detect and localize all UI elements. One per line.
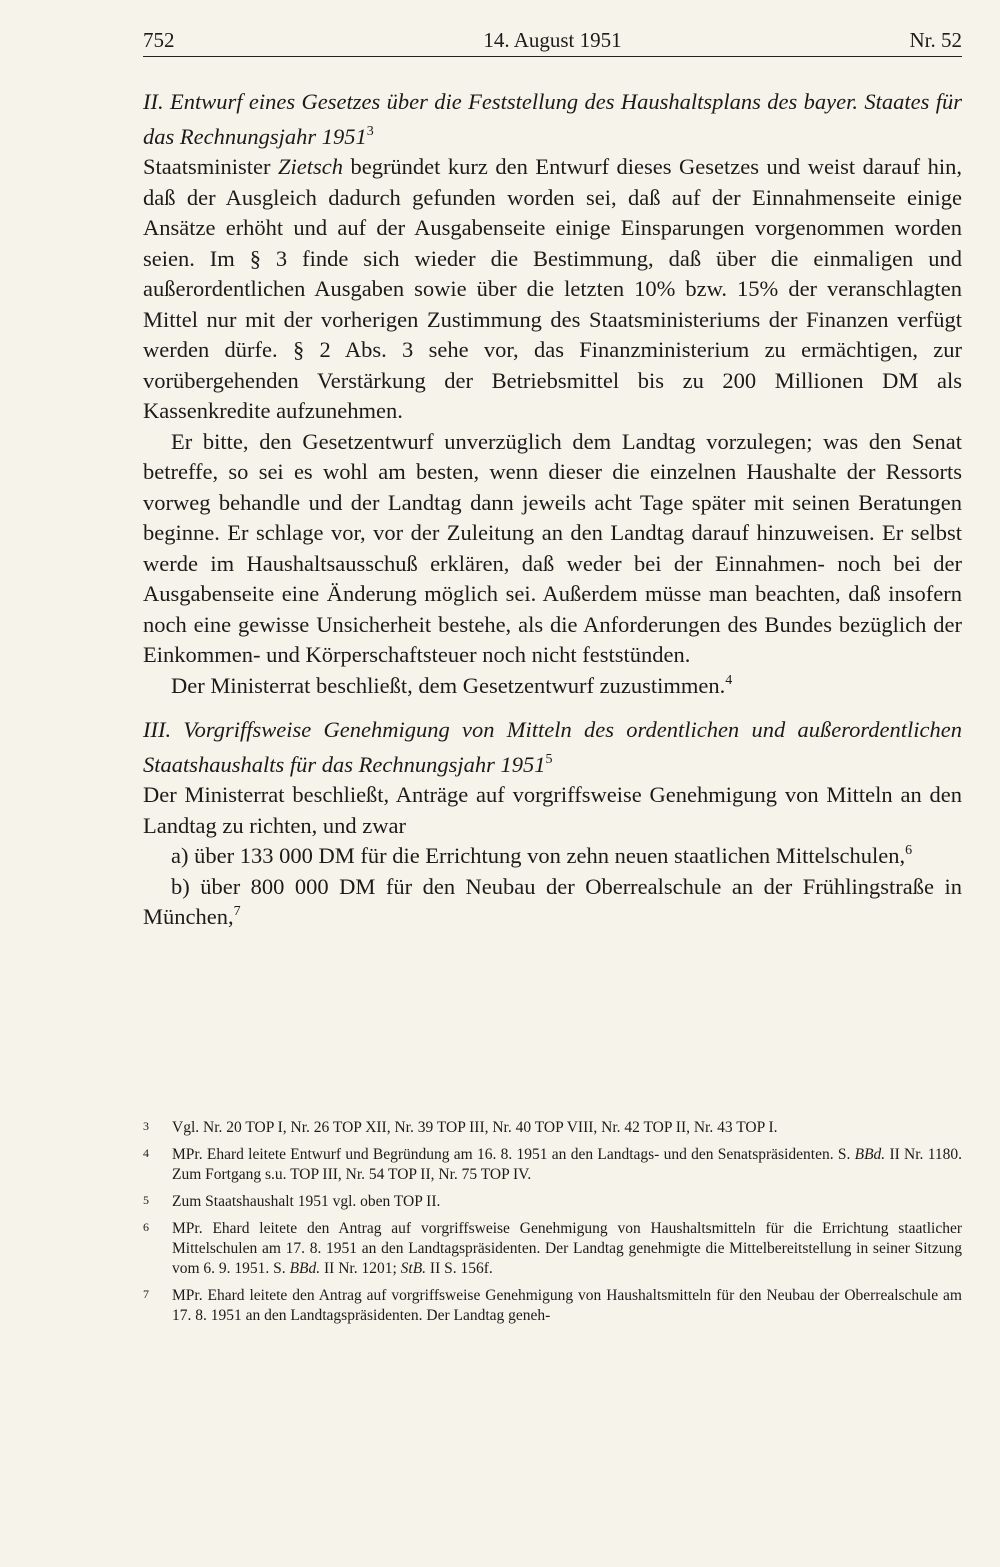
citation-abbrev: BBd.	[289, 1260, 321, 1277]
paragraph-text: begründet kurz den Entwurf dieses Gesetzes und weist darauf hin, daß der Ausgleich dadurch gefunden worden sei, daß auf der Einnahmenseite einige Ansätze erhöht und auf der Ausgabenseite einige Einsparungen vorgenommen worden seien. Im § 3 finde sich wieder die Bestimmung, daß über die einmaligen und außerordentlichen Ausgaben sowie über die letzten 10% bzw. 15% der veranschlagten Mittel nur mit der vorherigen Zustimmung des Staatsministeriums der Finanzen verfügt werden dürfe. § 2 Abs. 3 sehe vor, das Finanzministerium zu ermächtigen, zur vorübergehenden Verstärkung der Betriebsmittel bis zu 200 Millionen DM als Kassenkredite aufzunehmen.	[143, 154, 962, 423]
citation-abbrev: StB.	[400, 1260, 427, 1277]
footnote	[143, 1219, 962, 1279]
footnote-text: MPr. Ehard leitete Entwurf und Begründung am 16. 8. 1951 an den Landtags- und den Senatspräsidenten. S.	[172, 1146, 855, 1163]
footnote-ref: 5	[545, 752, 553, 767]
person-name: Zietsch	[277, 154, 343, 179]
footnote-text: Zum Staatshaushalt 1951 vgl. oben TOP II.	[172, 1193, 441, 1210]
paragraph: Der Ministerrat beschließt, Anträge auf vorgriffsweise Genehmigung von Mitteln an den Landtag zu richten, und zwar	[143, 782, 962, 838]
header-date: 14. August 1951	[483, 28, 622, 52]
section-title-iii-text: III. Vorgriffsweise Genehmigung von Mitteln des ordentlichen und außerordentlichen Staatshaushalts für das Rechnungsjahr 1951	[143, 717, 962, 777]
footnote-number: 5	[143, 1193, 149, 1207]
footnote	[143, 1145, 962, 1185]
running-header	[143, 22, 962, 57]
footnote	[143, 1118, 962, 1138]
citation-abbrev: BBd.	[854, 1146, 886, 1163]
footnotes	[143, 1118, 962, 1333]
footnote-number: 7	[143, 1287, 149, 1301]
section-title-ii-text: II. Entwurf eines Gesetzes über die Feststellung des Haushaltsplans des bayer. Staates für das Rechnungsjahr 1951	[143, 89, 962, 149]
paragraph-text: Staatsminister	[143, 154, 278, 179]
footnote-ref: 3	[366, 124, 374, 139]
footnote	[143, 1286, 962, 1326]
section-title-ii	[143, 87, 962, 152]
footnote-text: MPr. Ehard leitete den Antrag auf vorgriffsweise Genehmigung von Haushaltsmitteln für die Errichtung staatlicher Mittelschulen am 17. 8. 1951 an den Landtagspräsidenten. Der Landtag genehmigte die Mittelbereitstellung in seiner Sitzung vom 6. 9. 1951. S.	[172, 1220, 962, 1277]
footnote-ref: 7	[233, 904, 241, 919]
footnote-text: II S. 156f.	[426, 1260, 493, 1277]
footnote-text: II Nr. 1201;	[320, 1260, 401, 1277]
footnote-ref: 6	[905, 843, 913, 858]
footnote-number: 4	[143, 1146, 149, 1160]
page-number: 752	[143, 28, 175, 52]
footnote-text: II Nr. 1180. Zum Fortgang s.u. TOP III, Nr. 54 TOP II, Nr. 75 TOP IV.	[172, 1146, 963, 1183]
footnote-ref: 4	[725, 672, 733, 688]
paragraph-text: Der Ministerrat beschließt, dem Gesetzentwurf zuzustimmen.	[171, 672, 726, 698]
paragraph	[143, 152, 962, 427]
issue-number: Nr. 52	[909, 28, 962, 52]
page-body	[143, 22, 962, 933]
list-item-text: b) über 800 000 DM für den Neubau der Oberrealschule an der Frühlingstraße in München,	[143, 873, 962, 929]
footnote-number: 3	[143, 1119, 149, 1133]
list-item	[143, 872, 962, 933]
paragraph: Er bitte, den Gesetzentwurf unverzüglich dem Landtag vorzulegen; was den Senat betreffe, so sei es wohl am besten, wenn dieser die einzelnen Haushalte der Ressorts vorweg behandle und der Landtag dann jeweils acht Tage später mit seinen Beratungen beginne. Er schlage vor, vor der Zuleitung an den Landtag darauf hinzuweisen. Er selbst werde im Haushaltsausschuß erklären, daß weder bei der Einnahmen- noch bei der Ausgabenseite eine Änderung möglich sei. Außerdem müsse man beachten, daß insofern noch eine gewisse Unsicherheit bestehe, als die Anforderungen des Bundes bezüglich der Einkommen- und Körperschaftsteuer noch nicht feststünden.	[143, 428, 962, 667]
section-title-iii	[143, 715, 962, 780]
footnote-text: MPr. Ehard leitete den Antrag auf vorgriffsweise Genehmigung von Haushaltsmitteln für den Neubau der Oberrealschule am 17. 8. 1951 an den Landtagspräsidenten. Der Landtag geneh-	[172, 1287, 962, 1324]
list-item-text: a) über 133 000 DM für die Errichtung von zehn neuen staatlichen Mittelschulen,	[171, 843, 906, 868]
paragraph	[143, 671, 962, 702]
footnote	[143, 1192, 962, 1212]
list-item	[143, 841, 962, 872]
footnote-text: Vgl. Nr. 20 TOP I, Nr. 26 TOP XII, Nr. 39 TOP III, Nr. 40 TOP VIII, Nr. 42 TOP II, Nr. 43 TOP I.	[172, 1119, 778, 1136]
footnote-number: 6	[143, 1220, 149, 1234]
